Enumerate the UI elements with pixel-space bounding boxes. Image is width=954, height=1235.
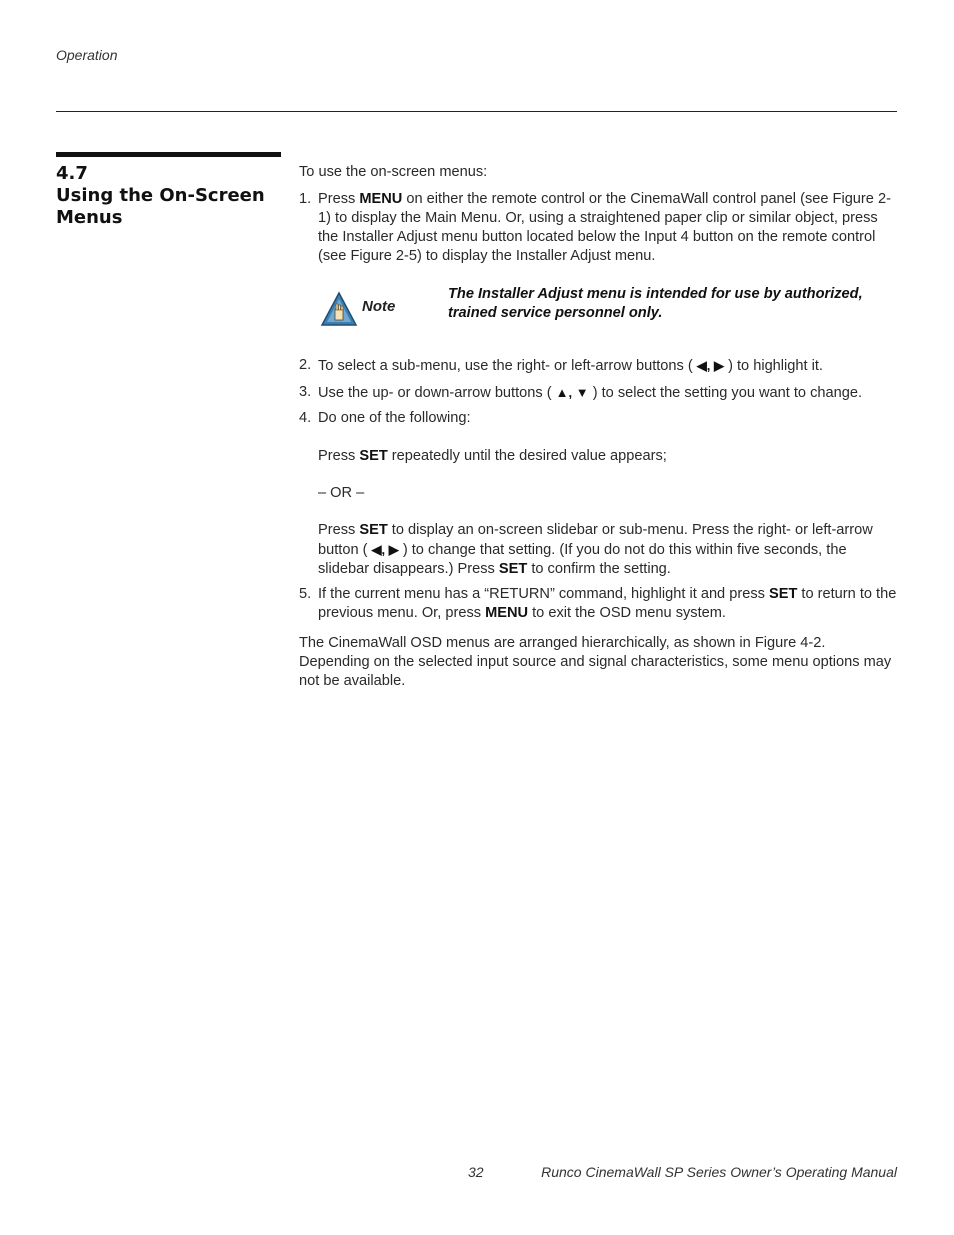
page-number: 32 <box>468 1164 484 1180</box>
step-text-part: ) to highlight it. <box>724 358 823 374</box>
note-text: The Installer Adjust menu is intended for use by authorized, trained service personnel only. <box>448 286 863 321</box>
step-text-part: on either the remote control or the CinemaWall control panel (see Figure 2-1) to display the Main Menu. Or, using a straightened paper clip or similar object, press the Installer Adjust menu button located below the Input 4 button on the remote control (see Figure 2-5) to display the Installer Adjust menu. <box>318 191 891 264</box>
step-text-part: to confirm the setting. <box>527 561 671 577</box>
set-keyword: SET <box>359 448 388 464</box>
step-4 <box>299 409 897 577</box>
section-heading <box>56 163 286 229</box>
sub-option-set-repeat <box>318 447 898 466</box>
intro-paragraph: To use the on-screen menus: <box>299 164 488 180</box>
step-2 <box>299 356 897 376</box>
step-text <box>318 585 897 623</box>
step-text-part: to exit the OSD menu system. <box>528 605 726 621</box>
set-keyword: SET <box>359 522 388 538</box>
step-text-part: repeatedly until the desired value appears; <box>387 448 667 464</box>
closing-paragraph: The CinemaWall OSD menus are arranged hierarchically, as shown in Figure 4-2. Depending on the selected input source and signal characteristics, some menu options may not be available. <box>299 635 892 689</box>
set-keyword: SET <box>768 586 798 602</box>
step-number: 4. <box>299 410 312 426</box>
left-right-arrows-icon: ◀, ▶ <box>371 542 399 557</box>
step-text-part: to display an on-screen slidebar or sub-menu. Press the right- or left-arrow button ( <box>318 522 873 558</box>
menu-keyword: MENU <box>359 191 403 207</box>
step-number: 5. <box>299 586 312 602</box>
step-text <box>318 356 897 376</box>
running-header: Operation <box>56 47 118 63</box>
section-title-line1: Using the On-Screen <box>56 185 265 206</box>
step-1 <box>299 190 897 266</box>
note-label: Note <box>362 298 396 315</box>
step-text-part: Use the up- or down-arrow buttons ( <box>318 385 556 401</box>
step-text <box>318 190 897 266</box>
step-text-part: To select a sub-menu, use the right- or left-arrow buttons ( <box>318 358 697 374</box>
step-text-part: ) to change that setting. (If you do not do this within five seconds, the slidebar disappears.) Press <box>318 542 847 577</box>
section-title-line2: Menus <box>56 207 123 228</box>
step-text-part: to return to the previous menu. Or, press <box>318 586 897 621</box>
step-text <box>318 383 897 403</box>
step-3 <box>299 383 897 403</box>
step-number: 1. <box>299 191 312 207</box>
step-text-part: Press <box>318 522 360 538</box>
sub-option-slidebar <box>318 521 898 579</box>
step-text: Do one of the following: <box>318 410 471 426</box>
left-right-arrows-icon: ◀, ▶ <box>696 358 725 373</box>
up-down-arrows-icon: ▲, ▼ <box>555 385 589 400</box>
step-number: 3. <box>299 384 312 400</box>
step-number: 2. <box>299 357 312 373</box>
menu-keyword: MENU <box>485 605 529 621</box>
or-separator: – OR – <box>318 485 365 501</box>
header-rule <box>56 111 897 112</box>
step-text-part: Press <box>318 191 360 207</box>
step-text-part: If the current menu has a “RETURN” command, highlight it and press <box>318 586 769 602</box>
section-bar <box>56 152 281 157</box>
set-keyword: SET <box>498 561 528 577</box>
manual-title: Runco CinemaWall SP Series Owner’s Operating Manual <box>541 1164 897 1180</box>
note-hand-triangle-icon <box>320 291 358 327</box>
section-number: 4.7 <box>56 163 88 184</box>
step-text-part: Press <box>318 448 360 464</box>
step-5 <box>299 585 897 623</box>
step-text-part: ) to select the setting you want to change. <box>588 385 863 401</box>
